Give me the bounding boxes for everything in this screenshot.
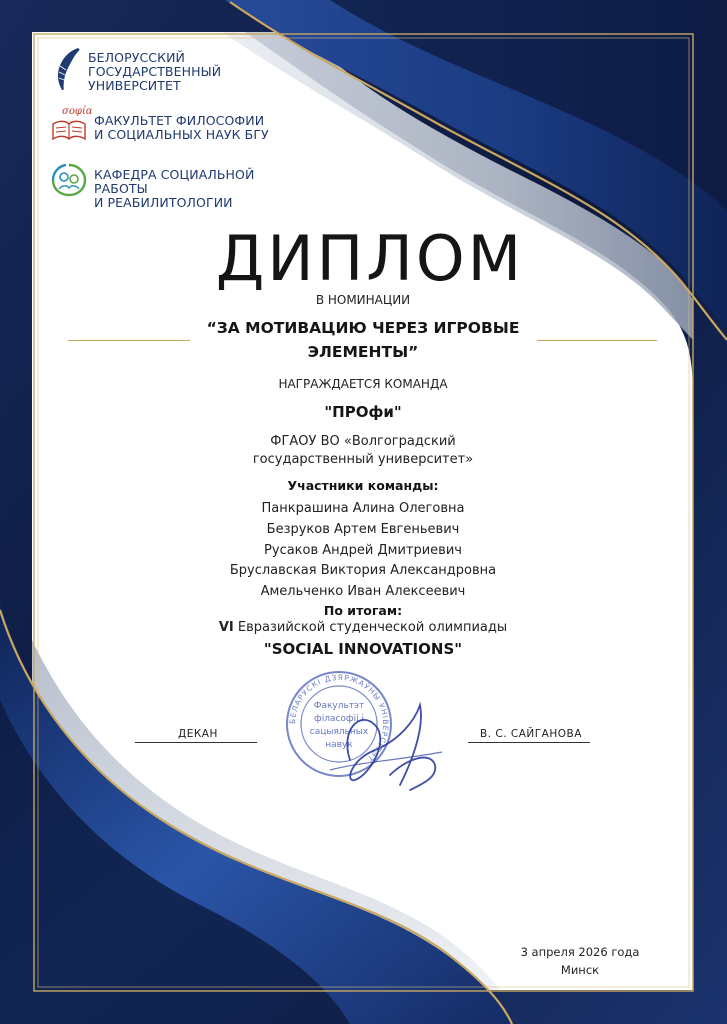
stamp-text-3: сацыяльных	[309, 727, 369, 737]
olympiad-line	[153, 619, 573, 637]
university-logo	[52, 46, 252, 94]
faculty-logo	[50, 108, 280, 144]
nomination-label: В НОМИНАЦИИ	[315, 293, 411, 307]
university-line-2: ГОСУДАРСТВЕННЫЙ	[88, 64, 222, 79]
member-item: Амельченко Иван Алексеевич	[260, 584, 466, 600]
diploma-title: ДИПЛОМ	[215, 222, 525, 295]
signer-name: В. С. САЙГАНОВА	[480, 728, 582, 740]
sofia-badge: σοφία	[62, 106, 93, 117]
olympiad-text: Евразийской студенческой олимпиады	[237, 620, 508, 635]
member-item: Панкрашина Алина Олеговна	[261, 501, 465, 516]
right-gold-line	[537, 340, 657, 341]
olympiad-name: "SOCIAL INNOVATIONS"	[263, 640, 463, 658]
members-list	[173, 499, 553, 603]
award-date: 3 апреля 2026 года	[520, 945, 640, 959]
institution-line-1: ФГАОУ ВО «Волгоградский	[270, 434, 456, 449]
stamp-ring-text: БЕЛАРУСКІ ДЗЯРЖАЎНЫ УНІВЕРСІТЭТ	[287, 672, 391, 764]
department-logo	[50, 162, 310, 210]
institution-line-2: государственный университет»	[252, 452, 474, 467]
nomination-title	[193, 316, 533, 364]
member-item: Русаков Андрей Дмитриевич	[264, 542, 462, 558]
dean-label: ДЕКАН	[178, 728, 218, 740]
dean-line	[135, 742, 257, 743]
stamp-text-2: філасофіі і	[314, 714, 364, 724]
members-label: Участники команды:	[287, 478, 439, 493]
member-item: Бруславская Виктория Александровна	[229, 563, 497, 579]
faces-icon	[50, 162, 88, 198]
stamp-text-4: навук	[325, 740, 353, 750]
faculty-line-1: ФАКУЛЬТЕТ ФИЛОСОФИИ	[94, 113, 265, 128]
nomination-line-2: ЭЛЕМЕНТЫ”	[307, 343, 419, 361]
results-label: По итогам:	[323, 603, 403, 618]
award-city: Минск	[560, 963, 600, 977]
footer	[500, 943, 660, 979]
department-line-1: КАФЕДРА СОЦИАЛЬНОЙ РАБОТЫ	[94, 167, 255, 196]
signature-scribble	[320, 690, 450, 800]
stamp-text-1: Факультэт	[313, 701, 365, 711]
team-name: "ПРОфи"	[324, 403, 402, 421]
awarded-label: НАГРАЖДАЕТСЯ КОМАНДА	[278, 377, 448, 391]
university-line-1: БЕЛОРУССКИЙ	[88, 50, 185, 65]
member-item: Безруков Артем Евгеньевич	[266, 521, 460, 537]
quill-icon	[52, 46, 84, 92]
university-line-3: УНИВЕРСИТЕТ	[88, 78, 181, 93]
faculty-line-2: И СОЦИАЛЬНЫХ НАУК БГУ	[94, 127, 269, 142]
signer-line	[468, 742, 590, 743]
department-line-2: И РЕАБИЛИТОЛОГИИ	[94, 195, 233, 210]
institution	[183, 433, 543, 469]
nomination-line-1: “ЗА МОТИВАЦИЮ ЧЕРЕЗ ИГРОВЫЕ	[206, 319, 520, 337]
olympiad-number: VI	[218, 620, 234, 635]
left-gold-line	[68, 340, 190, 341]
